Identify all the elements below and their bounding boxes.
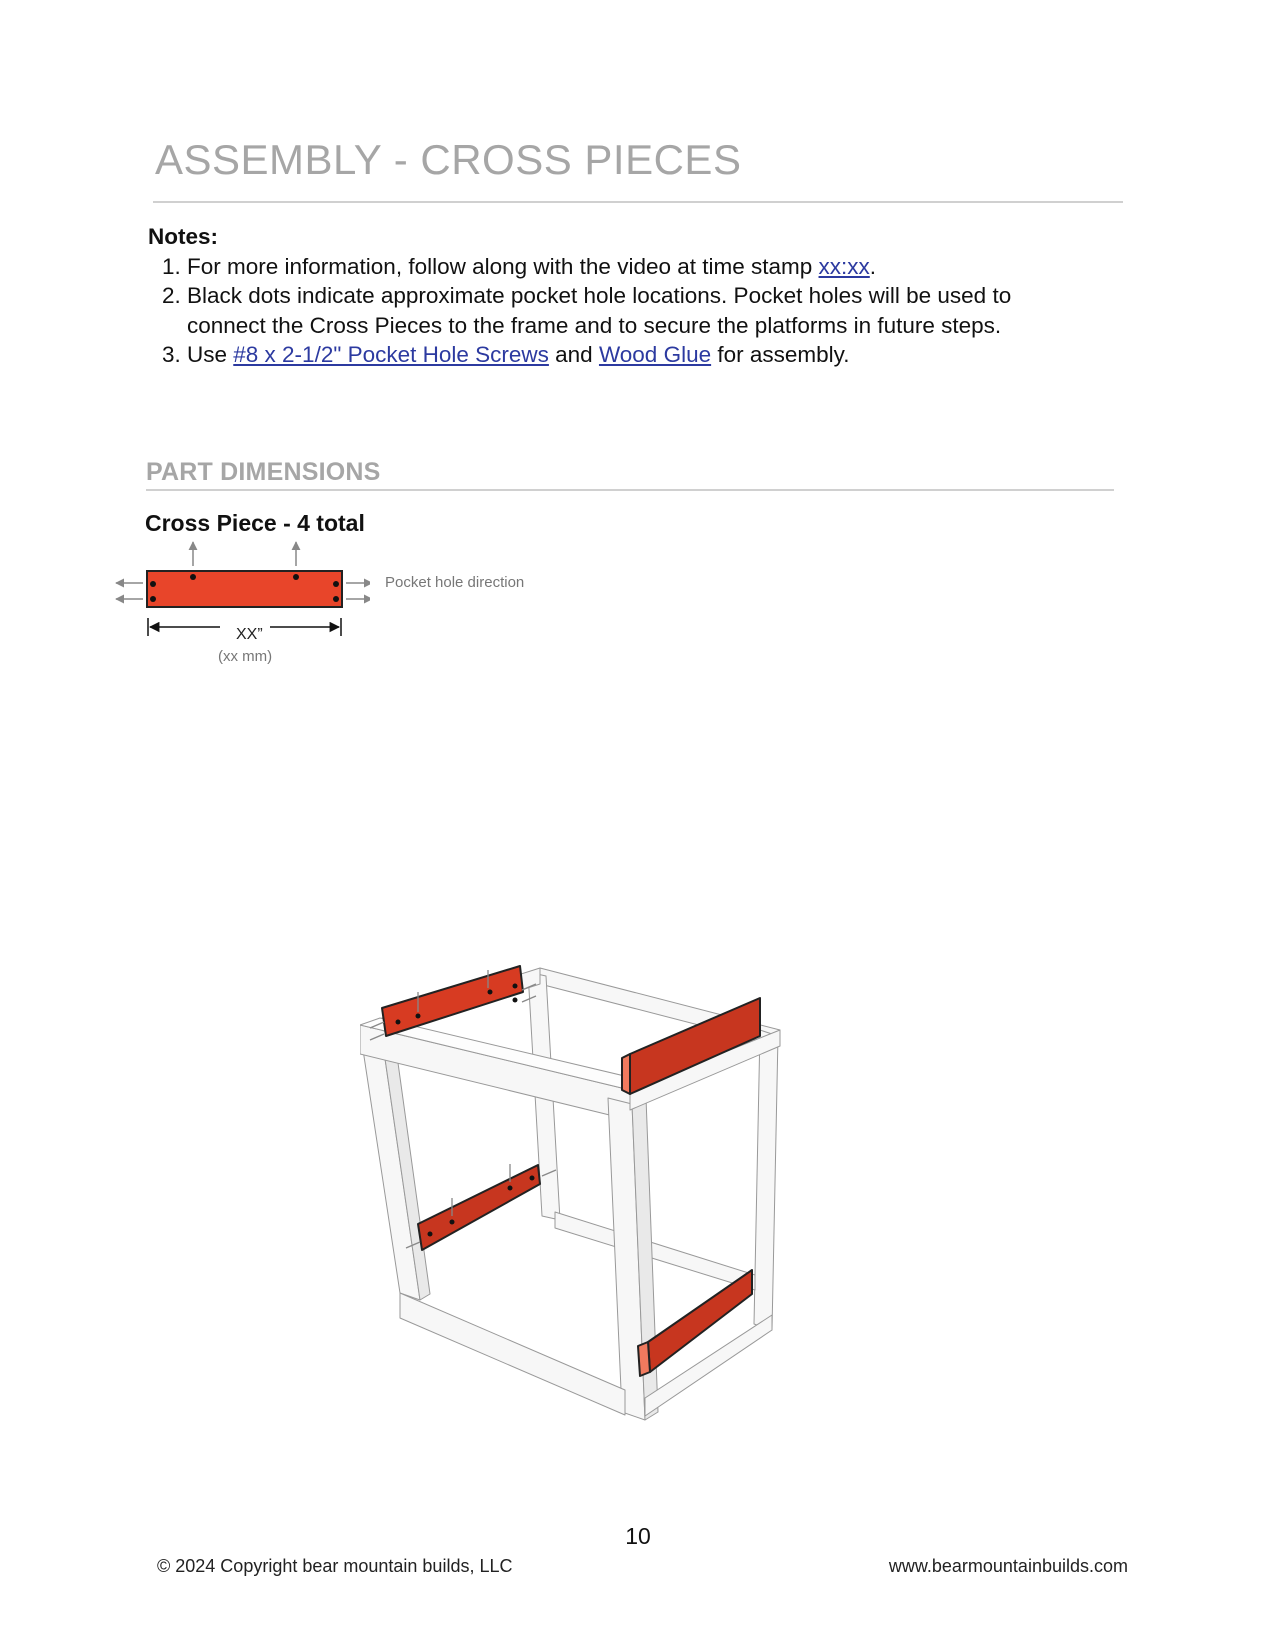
- cross-piece-diagram: [110, 536, 370, 636]
- cross-piece-bottom-left: [418, 1165, 540, 1250]
- pocket-hole-dot: [293, 574, 299, 580]
- note-item-1: [187, 252, 1088, 282]
- title-divider: [153, 201, 1123, 203]
- pocket-hole-dot: [150, 581, 156, 587]
- part-dimensions-divider: [146, 489, 1114, 491]
- video-timestamp-link[interactable]: xx:xx: [818, 253, 870, 279]
- pocket-hole-dot: [513, 998, 518, 1003]
- assembly-illustration: [360, 950, 820, 1460]
- footer-copyright: © 2024 Copyright bear mountain builds, LLC: [157, 1556, 513, 1576]
- cross-piece-title: Cross Piece - 4 total: [145, 510, 365, 536]
- page-title: ASSEMBLY - CROSS PIECES: [155, 136, 742, 183]
- pocket-hole-dot: [530, 1176, 535, 1181]
- cross-piece-top-left: [382, 966, 523, 1036]
- frame-front-bottom-rail: [400, 1293, 625, 1415]
- pocket-hole-dot: [428, 1232, 433, 1237]
- pocket-hole-dot: [513, 984, 518, 989]
- notes-list: [148, 252, 1088, 370]
- part-dimensions-heading: PART DIMENSIONS: [146, 458, 381, 486]
- length-label: XX”: [236, 626, 263, 643]
- note-item-3: [187, 340, 1088, 370]
- notes-section: [148, 222, 1088, 370]
- pocket-hole-dot: [396, 1020, 401, 1025]
- pocket-hole-dot: [508, 1186, 513, 1191]
- length-mm-label: (xx mm): [218, 648, 273, 665]
- note-1-end: .: [869, 253, 877, 279]
- note-3-mid: and: [548, 342, 599, 367]
- pocket-hole-dot: [488, 990, 493, 995]
- note-3-prefix: Use: [187, 342, 234, 367]
- frame-back-right-post: [754, 1030, 778, 1330]
- cross-piece-board: [147, 571, 342, 607]
- footer-website: www.bearmountainbuilds.com: [888, 1556, 1128, 1576]
- notes-heading: Notes:: [148, 224, 219, 249]
- note-item-2: 2. Black dots indicate approximate pocket hole locations. Pocket holes will be used to connect the Cross Pieces to the frame and to secure the platforms in future steps.: [187, 281, 1088, 340]
- cross-piece-top-right-end: [622, 1054, 630, 1094]
- pocket-hole-screws-link[interactable]: #8 x 2-1/2" Pocket Hole Screws: [233, 342, 549, 367]
- pocket-hole-dot: [333, 596, 339, 602]
- cross-piece-bottom-right-end: [638, 1342, 650, 1376]
- note-1-text: For more information, follow along with the video at time stamp: [187, 253, 819, 279]
- wood-glue-link[interactable]: Wood Glue: [598, 342, 712, 367]
- cross-piece-bottom-right: [648, 1270, 752, 1372]
- pocket-hole-dot: [416, 1014, 421, 1019]
- pocket-hole-direction-label: Pocket hole direction: [385, 574, 525, 591]
- page-number: 10: [625, 1523, 651, 1549]
- pocket-hole-dot: [150, 596, 156, 602]
- note-3-suffix: for assembly.: [711, 342, 850, 367]
- pocket-hole-dot: [333, 581, 339, 587]
- frame-back-bottom-rail: [555, 1212, 755, 1290]
- pocket-hole-dot: [190, 574, 196, 580]
- pocket-hole-dot: [450, 1220, 455, 1225]
